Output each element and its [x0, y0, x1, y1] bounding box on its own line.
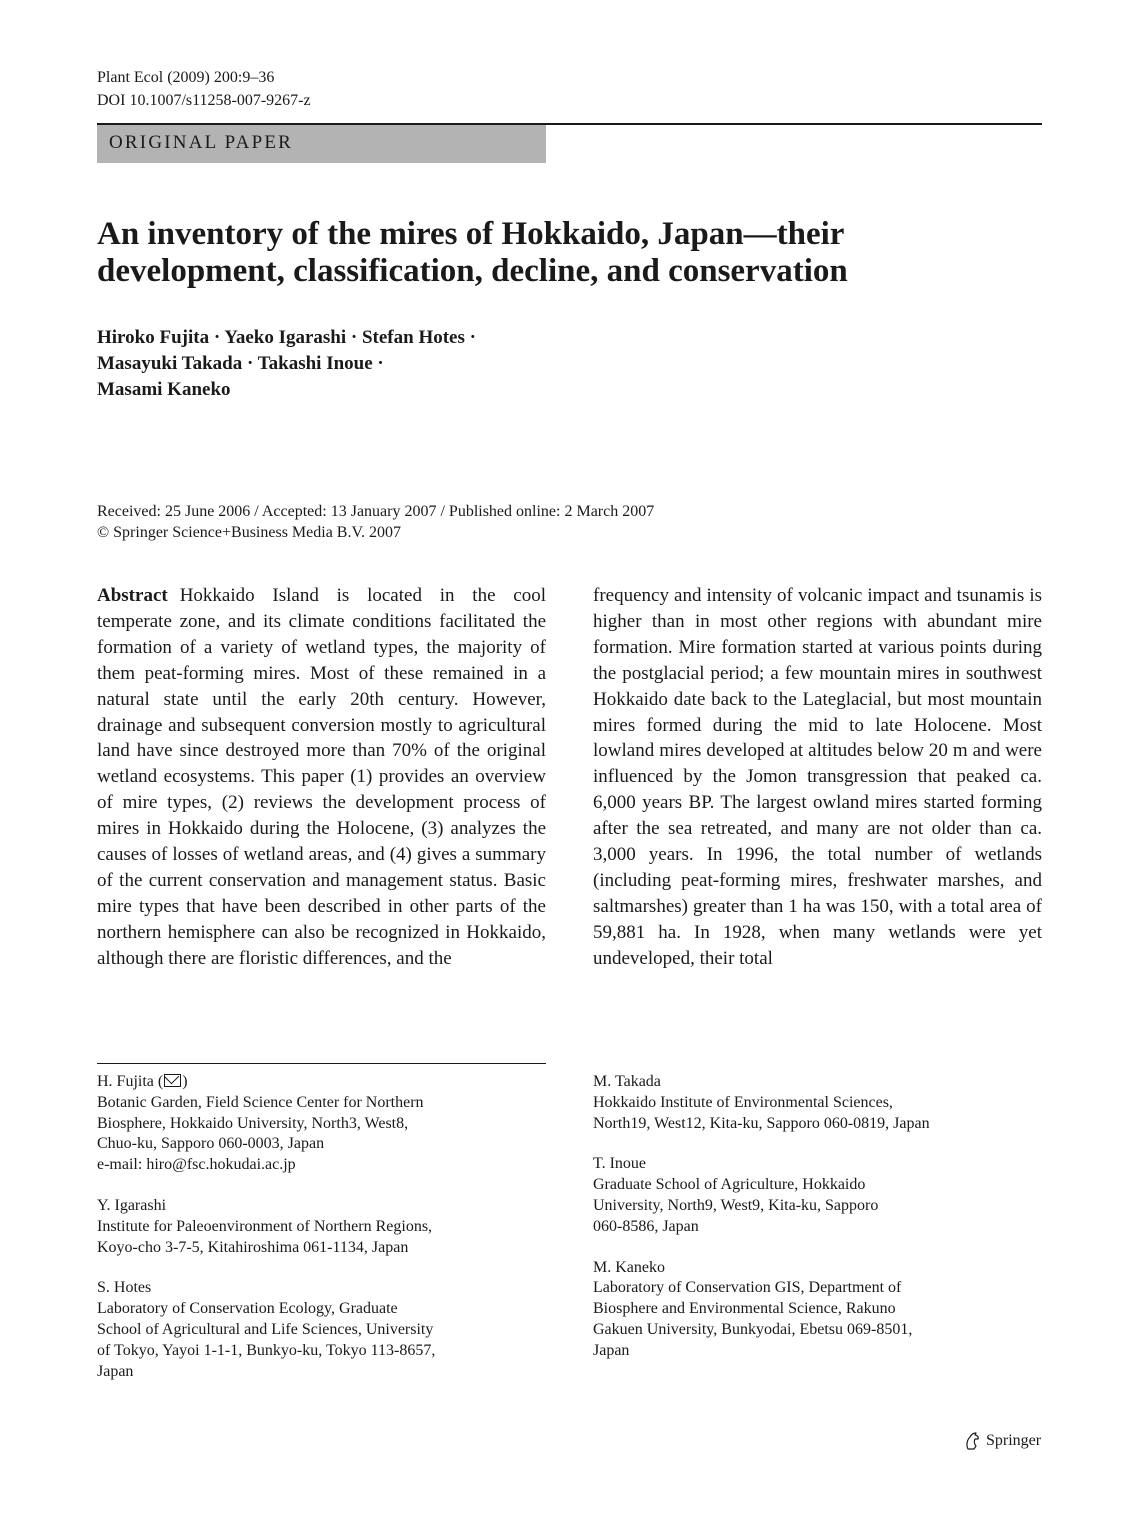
affiliation-line: Biosphere, Hokkaido University, North3, West8,	[97, 1114, 409, 1132]
affiliation-name: Y. Igarashi	[97, 1196, 167, 1214]
authors-line-3: Masami Kaneko	[97, 379, 231, 400]
authors-line-2: Masayuki Takada · Takashi Inoue ·	[97, 353, 384, 374]
affiliations-left	[97, 1072, 546, 1402]
affiliation-line: Laboratory of Conservation Ecology, Graduate	[97, 1300, 398, 1318]
paper-title	[97, 216, 1042, 290]
publisher-logo	[962, 1431, 1041, 1451]
footnote-rule	[97, 1063, 546, 1064]
title-line-2: development, classification, decline, and conservation	[97, 253, 848, 289]
affiliation-line: University, North9, West9, Kita-ku, Sapporo	[593, 1196, 879, 1214]
affiliation-name: S. Hotes	[97, 1279, 152, 1297]
abstract-text-right: frequency and intensity of volcanic impact and tsunamis is higher than in most other regions with abundant mire formation. Mire formation started at various points during the postglacial period; a few mountain mires in southwest Hokkaido date back to the Lateglacial, but most mountain mires formed during the mid to late Holocene. Most lowland mires developed at altitudes below 20 m and were influenced by the Jomon transgression that peaked ca. 6,000 years BP. The largest owland mires started forming after the sea retreated, and many are not older than ca. 3,000 years. In 1996, the total number of wetlands (including peat-forming mires, freshwater marshes, and saltmarshes) greater than 1 ha was 150, with a total area of 59,881 ha. In 1928, when many wetlands were yet undeveloped, their total	[593, 585, 1042, 969]
affiliation-line: School of Agricultural and Life Sciences, University	[97, 1320, 434, 1338]
affiliation-hotes	[97, 1278, 546, 1382]
title-line-1: An inventory of the mires of Hokkaido, Japan—their	[97, 216, 845, 252]
springer-horse-icon	[962, 1431, 982, 1451]
affiliation-fujita: H. Fujita ( ) Botanic Garden, Field Science Center for Northern Biosphere, Hokkaido University, North3, West8, Chuo-ku, Sapporo 060-0003, Japan e-mail: hiro@fsc.hokudai.ac.jp	[97, 1072, 546, 1176]
publication-history	[97, 501, 654, 543]
copyright-notice: © Springer Science+Business Media B.V. 2007	[97, 524, 401, 541]
affiliations-right	[593, 1072, 1042, 1382]
affiliation-line: Institute for Paleoenvironment of Northern Regions,	[97, 1217, 433, 1235]
affiliation-line: 060-8586, Japan	[593, 1217, 699, 1235]
affiliation-line: Japan	[97, 1362, 134, 1380]
email-link[interactable]: e-mail: hiro@fsc.hokudai.ac.jp	[97, 1156, 296, 1174]
abstract-label: Abstract	[97, 585, 168, 606]
article-type-label: ORIGINAL PAPER	[109, 132, 294, 153]
affiliation-name: M. Takada	[593, 1073, 661, 1090]
journal-line: Plant Ecol (2009) 200:9–36	[97, 69, 275, 86]
affiliation-line: Graduate School of Agriculture, Hokkaido	[593, 1176, 866, 1194]
affiliation-name: H. Fujita	[97, 1073, 154, 1090]
affiliation-name: M. Kaneko	[593, 1258, 665, 1276]
doi-line[interactable]: DOI 10.1007/s11258-007-9267-z	[97, 92, 311, 109]
affiliation-takada	[593, 1072, 1042, 1134]
affiliation-igarashi	[97, 1196, 546, 1258]
authors-line-1: Hiroko Fujita · Yaeko Igarashi · Stefan Hotes ·	[97, 327, 476, 348]
abstract-column-left	[97, 583, 546, 972]
journal-citation	[97, 66, 311, 112]
abstract-text-left: Hokkaido Island is located in the cool temperate zone, and its climate conditions facilitated the formation of a variety of wetland types, the majority of them peat-forming mires. Most of these remained in a natural state until the early 20th century. However, drainage and subsequent conversion mostly to agricultural land have since destroyed more than 70% of the original wetland ecosystems. This paper (1) provides an overview of mire types, (2) reviews the development process of mires in Hokkaido during the Holocene, (3) analyzes the causes of losses of wetland areas, and (4) gives a summary of the current conservation and management status. Basic mire types that have been described in other parts of the northern hemisphere can also be recognized in Hokkaido, although there are floristic differences, and the	[97, 585, 546, 969]
affiliation-line: Chuo-ku, Sapporo 060-0003, Japan	[97, 1135, 325, 1153]
affiliation-line: Koyo-cho 3-7-5, Kitahiroshima 061-1134, Japan	[97, 1238, 409, 1256]
affiliation-line: Hokkaido Institute of Environmental Sciences,	[593, 1093, 893, 1111]
affiliation-line: Biosphere and Environmental Science, Rakuno	[593, 1300, 896, 1318]
affiliation-line: North19, West12, Kita-ku, Sapporo 060-0819, Japan	[593, 1114, 930, 1132]
history-dates: Received: 25 June 2006 / Accepted: 13 January 2007 / Published online: 2 March 2007	[97, 503, 655, 520]
affiliation-line: of Tokyo, Yayoi 1-1-1, Bunkyo-ku, Tokyo 113-8657,	[97, 1341, 436, 1359]
affiliation-inoue	[593, 1154, 1042, 1237]
affiliation-line: Gakuen University, Bunkyodai, Ebetsu 069-8501,	[593, 1320, 913, 1338]
affiliation-line: Laboratory of Conservation GIS, Department of	[593, 1279, 902, 1297]
abstract-column-right	[593, 583, 1042, 972]
affiliation-name: T. Inoue	[593, 1155, 647, 1173]
affiliation-line: Japan	[593, 1341, 630, 1359]
affiliation-line: Botanic Garden, Field Science Center for Northern	[97, 1093, 424, 1111]
affiliation-kaneko	[593, 1258, 1042, 1362]
article-type-banner	[97, 125, 546, 163]
author-list	[97, 325, 476, 403]
envelope-icon	[164, 1074, 181, 1087]
publisher-name: Springer	[986, 1432, 1042, 1449]
